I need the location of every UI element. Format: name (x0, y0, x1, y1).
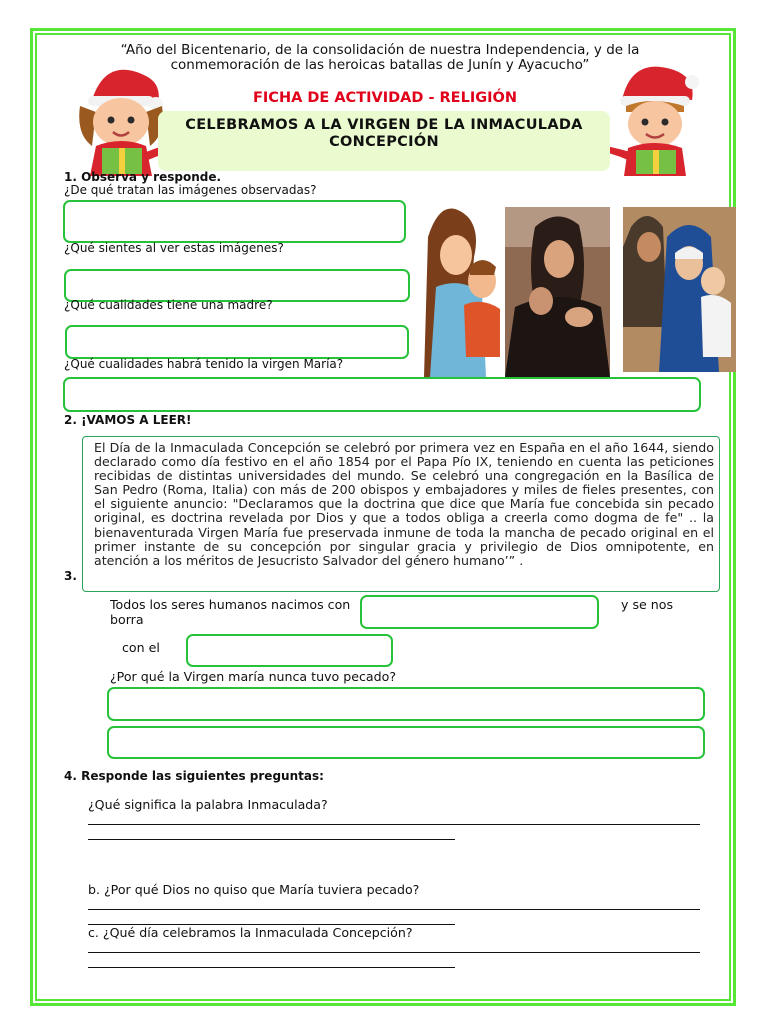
motto-line-1: “Año del Bicentenario, de la consolidación de nuestra Independencia, y de la (120, 42, 640, 58)
answer-box-5[interactable] (107, 687, 705, 721)
sentence-part-b: y se nos (621, 597, 674, 612)
section-3-number: 3. (64, 569, 77, 583)
answer-line-4a-2[interactable] (88, 839, 455, 840)
sentence-part-d: con el (122, 640, 160, 655)
sentence-part-a: Todos los seres humanos nacimos con (110, 597, 351, 612)
section-4-heading: 4. Responde las siguientes preguntas: (64, 769, 324, 783)
answer-box-6[interactable] (107, 726, 705, 759)
answer-line-4b-1[interactable] (88, 909, 700, 910)
motto-line-2: conmemoración de las heroicas batallas de Junín y Ayacucho” (170, 57, 590, 73)
question-2: ¿Qué sientes al ver estas imágenes? (64, 241, 284, 255)
blank-box-born-with[interactable] (360, 595, 599, 629)
title-line-2: CONCEPCIÓN (329, 134, 439, 150)
answer-box-4[interactable] (63, 377, 701, 412)
question-1: ¿De qué tratan las imágenes observadas? (64, 183, 317, 197)
mother-daughter-embrace-image (505, 207, 610, 377)
christmas-boy-elf-image (592, 52, 718, 176)
answer-line-4a-1[interactable] (88, 824, 700, 825)
reading-passage: El Día de la Inmaculada Concepción se celebró por primera vez en España en el año 1644, siendo declarado como día festivo en el año 1854 por el Papa Pío IX, teniendo en cuenta las peticiones recibidas de distintas universidades del mundo. Se celebró una congregación en la Basílica de San Pedro (Roma, Italia) con más de 200 obispos y embajadores y miles de fieles presentes, con el siguiente anuncio: "Declaramos que la doctrina que dice que María fue concebida sin pecado original, es doctrina revelada por Dios y que a todos obliga a creerla como dogma de fe" .. la bienaventurada Virgen María fue preservada inmune de toda la mancha de pecado original en el primer instante de su concepción por singular gracia y privilegio de Dios omnipotente, en atención a los méritos de Jesucristo Salvador del género humano’” . (94, 440, 714, 568)
page-title (158, 117, 610, 151)
question-4c: c. ¿Qué día celebramos la Inmaculada Concepción? (88, 925, 413, 940)
question-section-3: ¿Por qué la Virgen maría nunca tuvo pecado? (110, 669, 397, 684)
section-2-heading: 2. ¡VAMOS A LEER! (64, 413, 192, 427)
question-4: ¿Qué cualidades habrá tenido la virgen María? (64, 357, 344, 371)
answer-line-4c-1[interactable] (88, 952, 700, 953)
question-4b: b. ¿Por qué Dios no quiso que María tuviera pecado? (88, 882, 420, 897)
sentence-part-c: borra (110, 612, 144, 627)
virgin-mary-holding-child-image (623, 207, 736, 372)
answer-box-3[interactable] (65, 325, 409, 359)
question-4a: ¿Qué significa la palabra Inmaculada? (88, 797, 328, 812)
answer-box-1[interactable] (63, 200, 406, 243)
activity-sheet-label: FICHA DE ACTIVIDAD - RELIGIÓN (253, 90, 517, 106)
answer-line-4c-2[interactable] (88, 967, 455, 968)
title-line-1: CELEBRAMOS A LA VIRGEN DE LA INMACULADA (185, 117, 583, 133)
mother-hugging-child-image (424, 197, 502, 377)
section-1-heading: 1. Observa y responde. (64, 170, 222, 184)
question-3: ¿Qué cualidades tiene una madre? (64, 298, 273, 312)
blank-box-erased-with[interactable] (186, 634, 393, 667)
